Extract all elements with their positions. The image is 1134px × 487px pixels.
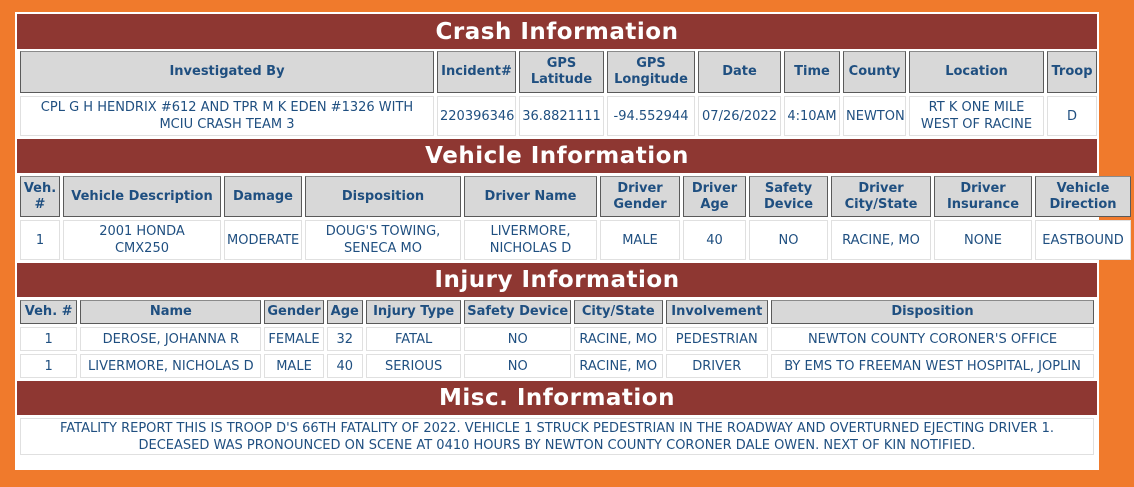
col-incident: Incident#	[437, 51, 516, 93]
crash-table	[17, 48, 1100, 139]
injury-name-value: DEROSE, JOHANNA R	[80, 327, 261, 351]
col-injury-age: Age	[327, 300, 363, 324]
driver-city-state-value: RACINE, MO	[831, 220, 931, 260]
injury-safety-device-value: NO	[464, 327, 571, 351]
troop-value: D	[1047, 96, 1097, 136]
col-county: County	[843, 51, 906, 93]
county-value: NEWTON	[843, 96, 906, 136]
crash-header-row	[20, 51, 1097, 93]
driver-insurance-value: NONE	[934, 220, 1032, 260]
injury-safety-device-value: NO	[464, 354, 571, 378]
table-row	[20, 354, 1094, 378]
injury-disposition-value: NEWTON COUNTY CORONER'S OFFICE	[771, 327, 1094, 351]
vehicle-header-row	[20, 176, 1131, 217]
misc-section-title: Misc. Information	[17, 381, 1097, 415]
crash-data-row	[20, 96, 1097, 136]
col-injury-veh-number: Veh. #	[20, 300, 77, 324]
col-time: Time	[784, 51, 840, 93]
injury-veh-number-value: 1	[20, 327, 77, 351]
col-driver-gender: Driver Gender	[600, 176, 680, 217]
col-investigated-by: Investigated By	[20, 51, 434, 93]
vehicle-description-value: 2001 HONDA CMX250	[63, 220, 221, 260]
col-driver-age: Driver Age	[683, 176, 746, 217]
injury-header-row	[20, 300, 1094, 324]
col-driver-insurance: Driver Insurance	[934, 176, 1032, 217]
injury-name-value: LIVERMORE, NICHOLAS D	[80, 354, 261, 378]
col-vehicle-direction: Vehicle Direction	[1035, 176, 1131, 217]
driver-age-value: 40	[683, 220, 746, 260]
col-gps-longitude: GPS Longitude	[607, 51, 695, 93]
incident-value: 220396346	[437, 96, 516, 136]
gps-longitude-value: -94.552944	[607, 96, 695, 136]
injury-type-value: FATAL	[366, 327, 462, 351]
crash-report	[15, 12, 1124, 470]
col-injury-disposition: Disposition	[771, 300, 1094, 324]
col-injury-type: Injury Type	[366, 300, 462, 324]
col-safety-device: Safety Device	[749, 176, 828, 217]
injury-veh-number-value: 1	[20, 354, 77, 378]
crash-section-title: Crash Information	[17, 14, 1097, 49]
col-vehicle-description: Vehicle Description	[63, 176, 221, 217]
vehicle-section-title: Vehicle Information	[17, 139, 1097, 173]
investigated-by-value: CPL G H HENDRIX #612 AND TPR M K EDEN #1326 WITH MCIU CRASH TEAM 3	[20, 96, 434, 136]
location-value: RT K ONE MILE WEST OF RACINE	[909, 96, 1044, 136]
table-row	[20, 327, 1094, 351]
col-location: Location	[909, 51, 1044, 93]
date-value: 07/26/2022	[698, 96, 781, 136]
damage-value: MODERATE	[224, 220, 302, 260]
col-injury-gender: Gender	[264, 300, 323, 324]
injury-city-state-value: RACINE, MO	[574, 327, 663, 351]
col-date: Date	[698, 51, 781, 93]
driver-name-value: LIVERMORE, NICHOLAS D	[464, 220, 597, 260]
injury-gender-value: FEMALE	[264, 327, 323, 351]
injury-type-value: SERIOUS	[366, 354, 462, 378]
injury-city-state-value: RACINE, MO	[574, 354, 663, 378]
col-damage: Damage	[224, 176, 302, 217]
injury-involvement-value: DRIVER	[666, 354, 769, 378]
col-troop: Troop	[1047, 51, 1097, 93]
col-driver-name: Driver Name	[464, 176, 597, 217]
injury-section-title: Injury Information	[17, 263, 1097, 297]
driver-gender-value: MALE	[600, 220, 680, 260]
injury-gender-value: MALE	[264, 354, 323, 378]
col-veh-number: Veh. #	[20, 176, 60, 217]
misc-text: FATALITY REPORT THIS IS TROOP D'S 66TH FATALITY OF 2022. VEHICLE 1 STRUCK PEDESTRIAN IN THE ROADWAY AND OVERTURNED EJECTING DRIVER 1. DECEASED WAS PRONOUNCED ON SCENE AT 0410 HOURS BY NEWTON COUNTY CORONER DALE OWEN. NEXT OF KIN NOTIFIED.	[20, 418, 1094, 455]
time-value: 4:10AM	[784, 96, 840, 136]
injury-age-value: 40	[327, 354, 363, 378]
col-injury-name: Name	[80, 300, 261, 324]
injury-age-value: 32	[327, 327, 363, 351]
injury-disposition-value: BY EMS TO FREEMAN WEST HOSPITAL, JOPLIN	[771, 354, 1094, 378]
injury-table	[17, 297, 1097, 381]
col-injury-safety-device: Safety Device	[464, 300, 571, 324]
col-injury-city-state: City/State	[574, 300, 663, 324]
col-gps-latitude: GPS Latitude	[519, 51, 604, 93]
col-disposition: Disposition	[305, 176, 461, 217]
col-driver-city-state: Driver City/State	[831, 176, 931, 217]
safety-device-value: NO	[749, 220, 828, 260]
injury-involvement-value: PEDESTRIAN	[666, 327, 769, 351]
vehicle-direction-value: EASTBOUND	[1035, 220, 1131, 260]
veh-number-value: 1	[20, 220, 60, 260]
disposition-value: DOUG'S TOWING, SENECA MO	[305, 220, 461, 260]
vehicle-data-row	[20, 220, 1131, 260]
col-injury-involvement: Involvement	[666, 300, 769, 324]
gps-latitude-value: 36.8821111	[519, 96, 604, 136]
vehicle-table	[17, 173, 1134, 263]
